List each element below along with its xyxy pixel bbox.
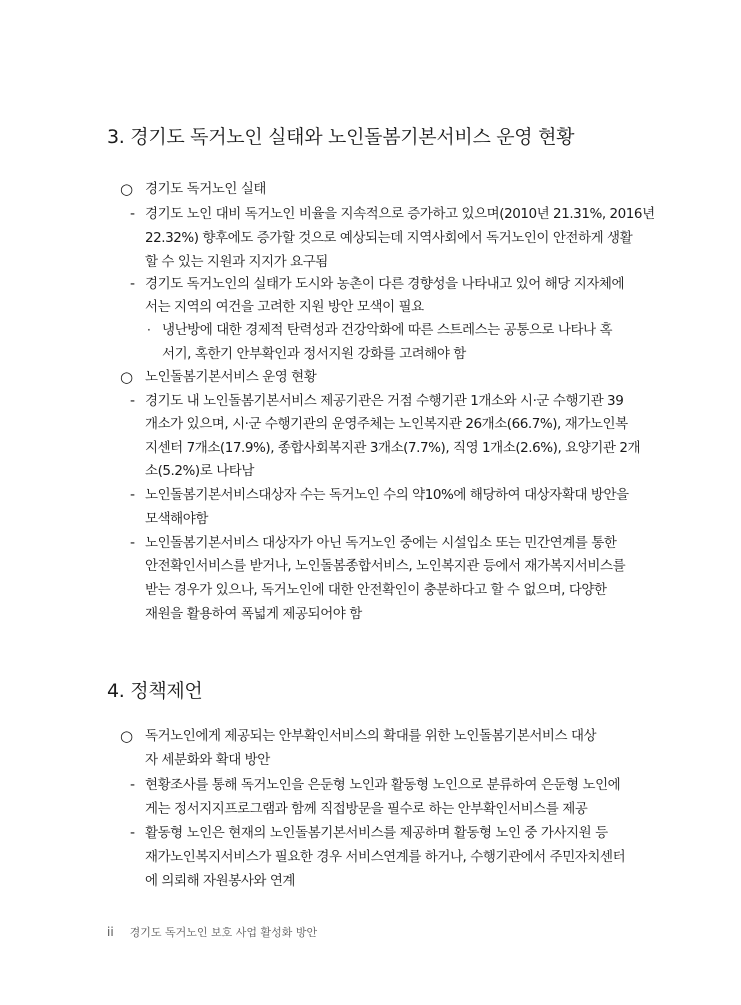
dash-bullet: - xyxy=(130,487,136,503)
text-line: 냉난방에 대한 경제적 탄력성과 건강악화에 따른 스트레스는 공통으로 나타나 혹 xyxy=(162,322,613,338)
text-line: 22.32%) 향후에도 증가할 것으로 예상되는데 지역사회에서 독거노인이 안전하게 생활 xyxy=(145,230,633,246)
text-line: 모색해야함 xyxy=(145,511,208,527)
text-line: 안전확인서비스를 받거나, 노인돌봄종합서비스, 노인복지관 등에서 재가복지서비스를 xyxy=(145,558,626,574)
subheading: 노인돌봄기본서비스 운영 현황 xyxy=(145,369,317,385)
text-line: 할 수 있는 지원과 지지가 요구됨 xyxy=(145,254,328,270)
section-3-heading: 3. 경기도 독거노인 실태와 노인돌봄기본서비스 운영 현황 xyxy=(107,126,575,148)
dash-bullet: - xyxy=(130,206,136,222)
text-line: 경기도 내 노인돌봄기본서비스 제공기관은 거점 수행기관 1개소와 시·군 수행기관 39 xyxy=(145,393,624,409)
text-line: 재원을 활용하여 폭넓게 제공되어야 함 xyxy=(145,606,362,622)
text-line: 경기도 노인 대비 독거노인 비율을 지속적으로 증가하고 있으며(2010년 21.31%, 2016년 xyxy=(145,206,655,222)
dash-bullet: - xyxy=(130,393,136,409)
page-footer xyxy=(107,924,317,940)
text-line: 게는 정서지지프로그램과 함께 직접방문을 필수로 하는 안부확인서비스를 제공 xyxy=(145,801,588,817)
circle-bullet: ○ xyxy=(120,180,134,198)
text-line: 현황조사를 통해 독거노인을 은둔형 노인과 활동형 노인으로 분류하여 은둔형 노인에 xyxy=(145,777,621,793)
text-line: 지센터 7개소(17.9%), 종합사회복지관 3개소(7.7%), 직영 1개소(2.6%), 요양기관 2개 xyxy=(145,440,641,456)
text-line: 소(5.2%)로 나타남 xyxy=(145,463,254,479)
circle-bullet: ○ xyxy=(120,368,134,386)
text-line: 활동형 노인은 현재의 노인돌봄기본서비스를 제공하며 활동형 노인 중 가사지원 등 xyxy=(145,825,608,841)
text-line: 노인돌봄기본서비스 대상자가 아닌 독거노인 중에는 시설입소 또는 민간연계를 통한 xyxy=(145,535,617,551)
text-line: 서는 지역의 여건을 고려한 지원 방안 모색이 필요 xyxy=(145,299,424,315)
dash-bullet: - xyxy=(130,825,136,841)
dash-bullet: - xyxy=(130,276,136,292)
text-line: 노인돌봄기본서비스대상자 수는 독거노인 수의 약10%에 해당하여 대상자확대 방안을 xyxy=(145,487,629,503)
text-line: 재가노인복지서비스가 필요한 경우 서비스연계를 하거나, 수행기관에서 주민자치센터 xyxy=(145,849,626,865)
footer-title: 경기도 독거노인 보호 사업 활성화 방안 xyxy=(129,926,318,939)
text-line: 받는 경우가 있으나, 독거노인에 대한 안전확인이 충분하다고 할 수 없으며, 다양한 xyxy=(145,582,607,598)
subheading: 경기도 독거노인 실태 xyxy=(145,181,267,197)
circle-bullet: ○ xyxy=(120,727,134,745)
text-line: 경기도 독거노인의 실태가 도시와 농촌이 다른 경향성을 나타내고 있어 해당 지자체에 xyxy=(145,276,625,292)
dot-bullet: · xyxy=(147,323,151,337)
text-line: 서기, 혹한기 안부확인과 정서지원 강화를 고려해야 함 xyxy=(162,346,466,362)
page-number: ii xyxy=(107,925,114,939)
text-line: 개소가 있으며, 시·군 수행기관의 운영주체는 노인복지관 26개소(66.7%), 재가노인복 xyxy=(145,416,628,432)
section-4-heading: 4. 정책제언 xyxy=(107,680,203,702)
subheading: 자 세분화와 확대 방안 xyxy=(145,752,270,768)
subheading: 독거노인에게 제공되는 안부확인서비스의 확대를 위한 노인돌봄기본서비스 대상 xyxy=(145,728,597,744)
dash-bullet: - xyxy=(130,535,136,551)
text-line: 에 의뢰해 자원봉사와 연계 xyxy=(145,873,296,889)
dash-bullet: - xyxy=(130,777,136,793)
